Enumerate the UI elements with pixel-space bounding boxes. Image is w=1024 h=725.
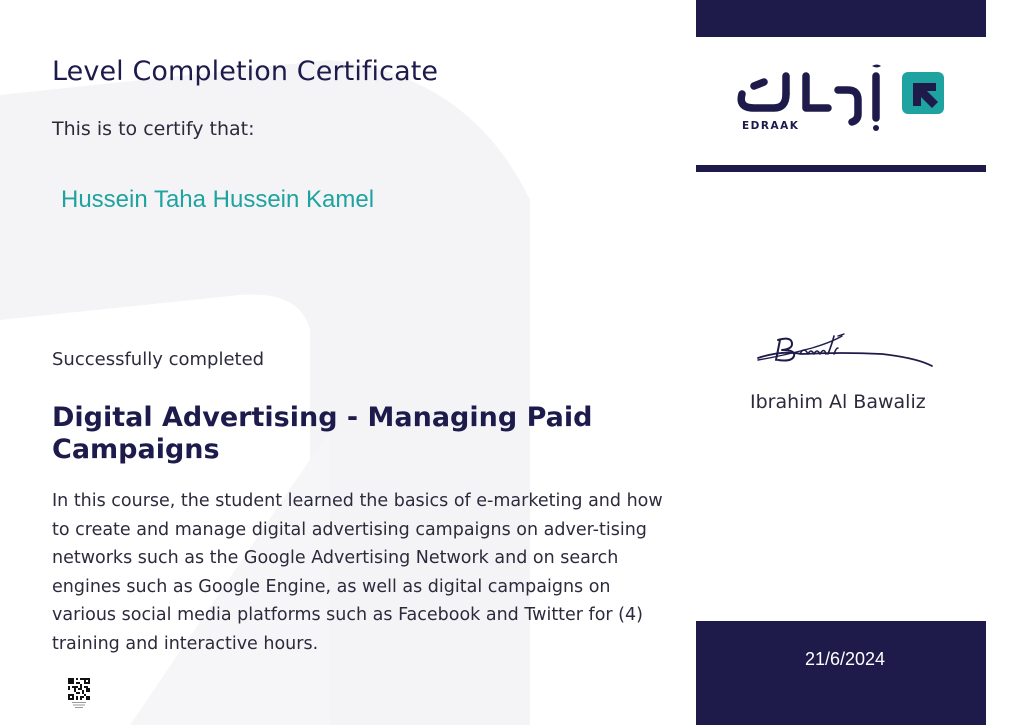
signature xyxy=(752,328,937,373)
qr-caption-lines xyxy=(72,702,86,708)
signatory-name: Ibrahim Al Bawaliz xyxy=(750,391,926,413)
date-footer-bar xyxy=(696,621,986,725)
issue-date: 21/6/2024 xyxy=(804,649,886,669)
completed-text: Successfully completed xyxy=(52,349,265,370)
course-title: Digital Advertising - Managing Paid Campaigns xyxy=(52,402,593,465)
certificate-title: Level Completion Certificate xyxy=(52,56,439,87)
certify-text: This is to certify that: xyxy=(52,118,255,140)
qr-code-icon[interactable] xyxy=(68,678,90,700)
brand-divider-bar xyxy=(696,165,986,172)
top-brand-bar xyxy=(696,0,986,37)
course-description: In this course, the student learned the basics of e-marketing and how to create and manage digital advertising campaigns on adver-tising networks such as the Google Advertising Network and on search engines such as Google Engine, as well as digital campaigns on various social media platforms such as Facebook and Twitter for (4) training and interactive hours. xyxy=(52,491,663,654)
recipient-name: Hussein Taha Hussein Kamel xyxy=(61,186,375,213)
edraak-latin-wordmark: EDRAAK xyxy=(742,120,800,132)
